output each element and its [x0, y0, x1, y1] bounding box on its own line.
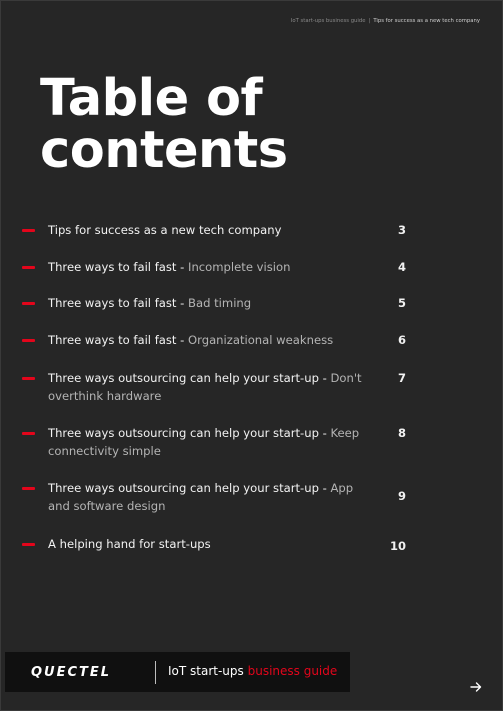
toc-bullet-dash	[22, 229, 35, 232]
arrow-right-icon[interactable]	[469, 679, 483, 693]
toc-item-page: 6	[397, 333, 406, 347]
toc-bullet-dash	[22, 266, 35, 269]
quectel-logo: QUECTEL	[31, 665, 112, 680]
footer-banner	[5, 652, 350, 692]
toc-item-text	[48, 258, 368, 276]
header-current-section: Tips for success as a new tech company	[373, 18, 480, 24]
toc-item-page: 8	[397, 426, 406, 440]
toc-item-title: Three ways outsourcing can help your start-up -	[48, 481, 331, 495]
page-title	[40, 69, 288, 180]
toc-item-title: Three ways outsourcing can help your start-up -	[48, 426, 331, 440]
toc-item-page: 10	[389, 539, 406, 553]
toc-item-subtitle: Don't overthink hardware	[48, 371, 362, 403]
header-guide-name: IoT start-ups business guide	[290, 18, 366, 24]
toc-item-subtitle: Organizational weakness	[188, 333, 334, 347]
toc-bullet-dash	[22, 302, 35, 305]
toc-item-subtitle: Keep connectivity simple	[48, 426, 360, 458]
footer-guide-prefix: IoT start-ups	[168, 664, 248, 678]
toc-item-title: Three ways to fail fast -	[48, 333, 189, 347]
toc-bullet-dash	[22, 432, 35, 435]
toc-bullet-dash	[22, 543, 35, 546]
toc-item-text	[48, 535, 368, 553]
toc-bullet-dash	[22, 339, 35, 342]
toc-bullet-dash	[22, 487, 35, 490]
toc-item-title: Three ways to fail fast -	[48, 260, 189, 274]
toc-item-title: Tips for success as a new tech company	[48, 223, 282, 237]
toc-item-title: A helping hand for start-ups	[48, 537, 211, 551]
toc-bullet-dash	[22, 377, 35, 380]
toc-item-text	[48, 369, 368, 405]
toc-item-subtitle: Incomplete vision	[188, 260, 291, 274]
toc-item-text	[48, 479, 368, 515]
toc-item-page: 3	[397, 223, 406, 237]
toc-item-page: 7	[397, 371, 406, 385]
toc-item-title: Three ways outsourcing can help your start-up -	[48, 371, 331, 385]
toc-item-subtitle: App and software design	[48, 481, 354, 513]
toc-item-text	[48, 331, 368, 349]
toc-item-subtitle: Bad timing	[188, 296, 252, 310]
footer-guide-title	[168, 664, 337, 678]
page-title-line-2: contents	[40, 121, 288, 180]
toc-item-text	[48, 221, 368, 239]
footer-guide-highlight: business guide	[247, 664, 338, 678]
toc-item-text	[48, 424, 368, 460]
toc-item-page: 5	[397, 296, 406, 310]
toc-item-title: Three ways to fail fast -	[48, 296, 189, 310]
header-separator: |	[368, 18, 371, 24]
footer-divider	[155, 661, 156, 684]
running-header	[291, 18, 480, 24]
toc-item-page: 4	[397, 260, 406, 274]
toc-item-text	[48, 294, 368, 312]
toc-item-page: 9	[397, 489, 406, 503]
page-title-line-1: Table of	[40, 69, 263, 128]
